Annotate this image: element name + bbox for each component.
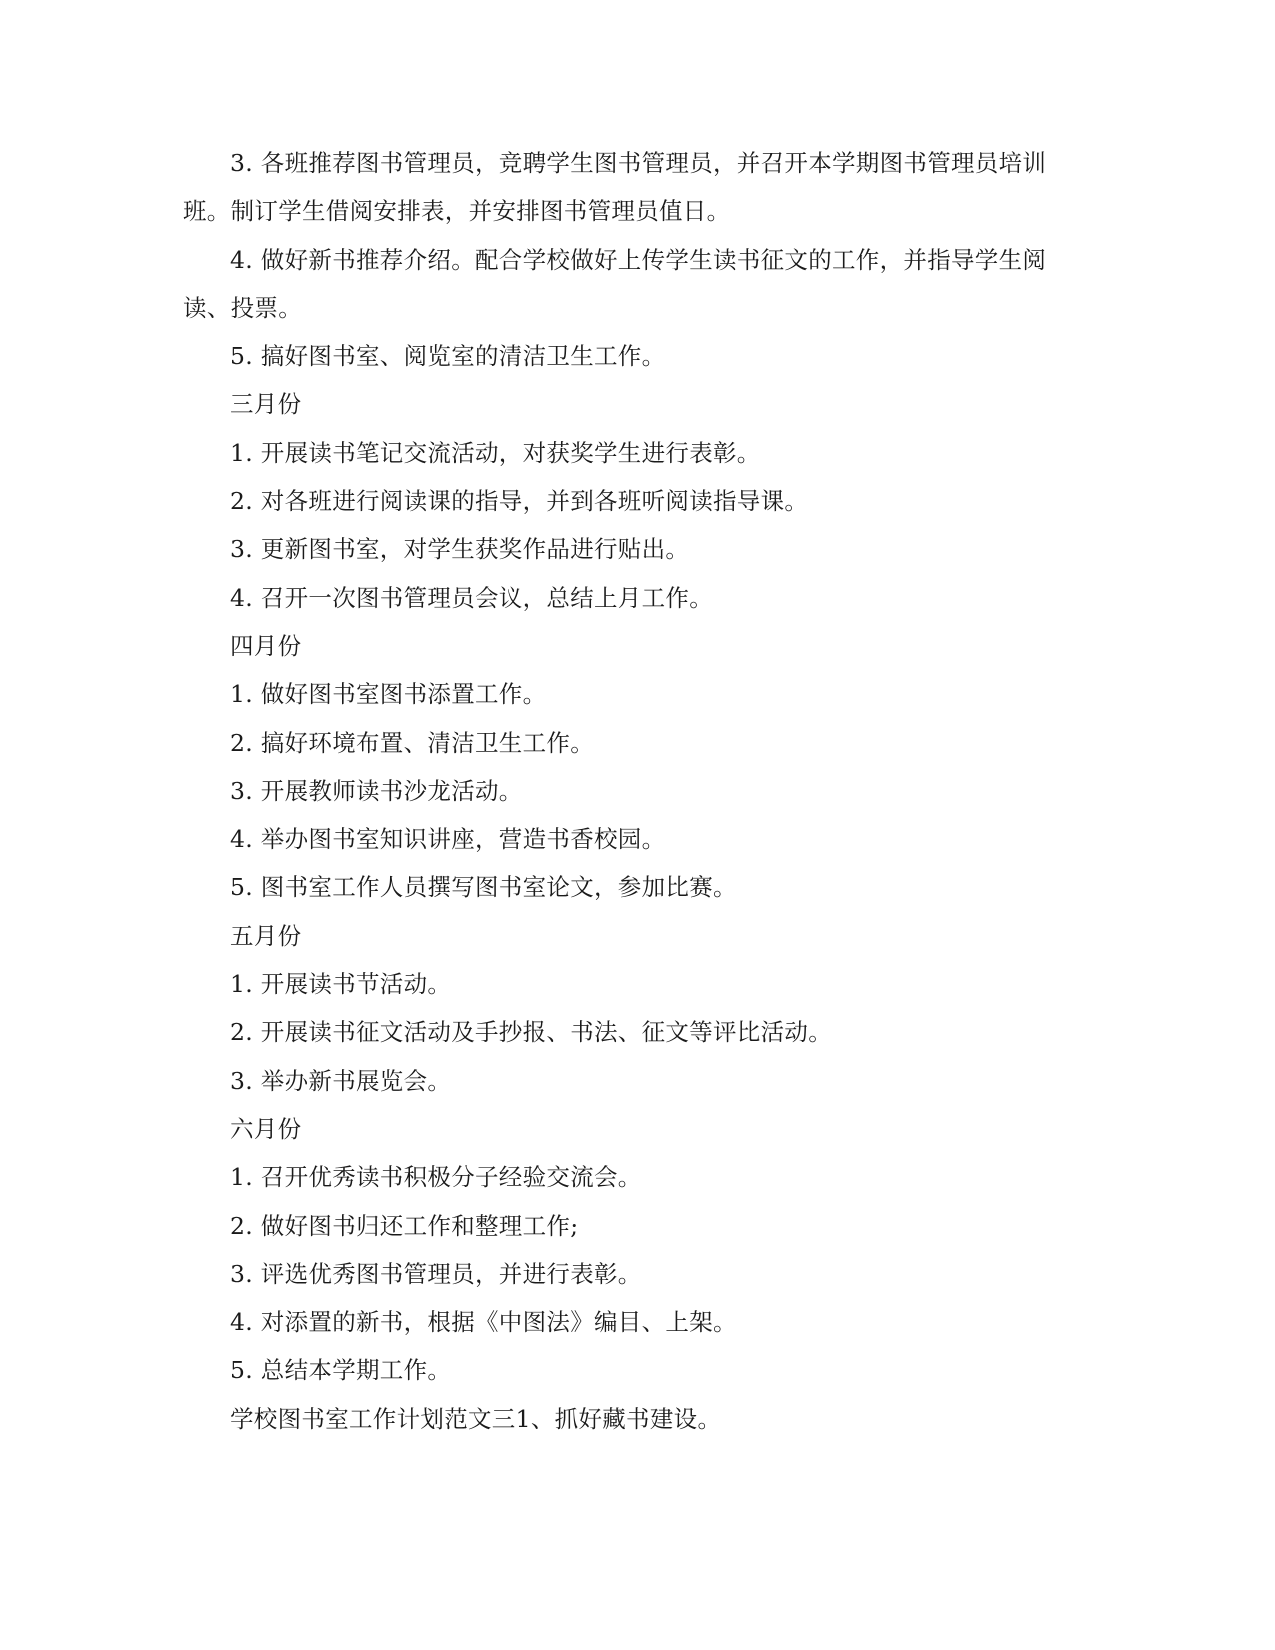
list-item: 3. 更新图书室，对学生获奖作品进行贴出。 [230,535,690,564]
plan-section-three-intro: 学校图书室工作计划范文三1、抓好藏书建设。 [230,1404,722,1433]
section-heading-june: 六月份 [230,1114,302,1143]
section-heading-march: 三月份 [230,390,302,419]
list-item: 2. 对各班进行阅读课的指导，并到各班听阅读指导课。 [230,487,809,516]
list-item: 1. 召开优秀读书积极分子经验交流会。 [230,1163,642,1192]
list-item: 1. 开展读书节活动。 [230,970,452,999]
list-item: 3. 开展教师读书沙龙活动。 [230,776,523,805]
section-heading-may: 五月份 [230,921,302,950]
section-heading-april: 四月份 [230,631,302,660]
paragraph-item-3-librarians: 3. 各班推荐图书管理员，竞聘学生图书管理员，并召开本学期图书管理员培训班。制订学生借阅安排表，并安排图书管理员值日。 [183,149,1047,226]
list-item: 2. 做好图书归还工作和整理工作; [230,1211,579,1240]
list-item: 2. 搞好环境布置、清洁卫生工作。 [230,728,594,757]
list-item: 3. 评选优秀图书管理员，并进行表彰。 [230,1259,642,1288]
list-item: 1. 开展读书笔记交流活动，对获奖学生进行表彰。 [230,438,761,467]
paragraph-item-5-cleaning: 5. 搞好图书室、阅览室的清洁卫生工作。 [230,342,666,371]
list-item: 4. 对添置的新书，根据《中图法》编目、上架。 [230,1308,737,1337]
list-item: 1. 做好图书室图书添置工作。 [230,680,547,709]
list-item: 5. 总结本学期工作。 [230,1356,452,1385]
list-item: 2. 开展读书征文活动及手抄报、书法、征文等评比活动。 [230,1018,832,1047]
paragraph-item-4-new-books: 4. 做好新书推荐介绍。配合学校做好上传学生读书征文的工作，并指导学生阅读、投票。 [183,245,1047,322]
list-item: 4. 召开一次图书管理员会议，总结上月工作。 [230,583,713,612]
list-item: 5. 图书室工作人员撰写图书室论文，参加比赛。 [230,873,737,902]
list-item: 3. 举办新书展览会。 [230,1066,452,1095]
list-item: 4. 举办图书室知识讲座，营造书香校园。 [230,825,666,854]
document-body [183,139,1088,1443]
